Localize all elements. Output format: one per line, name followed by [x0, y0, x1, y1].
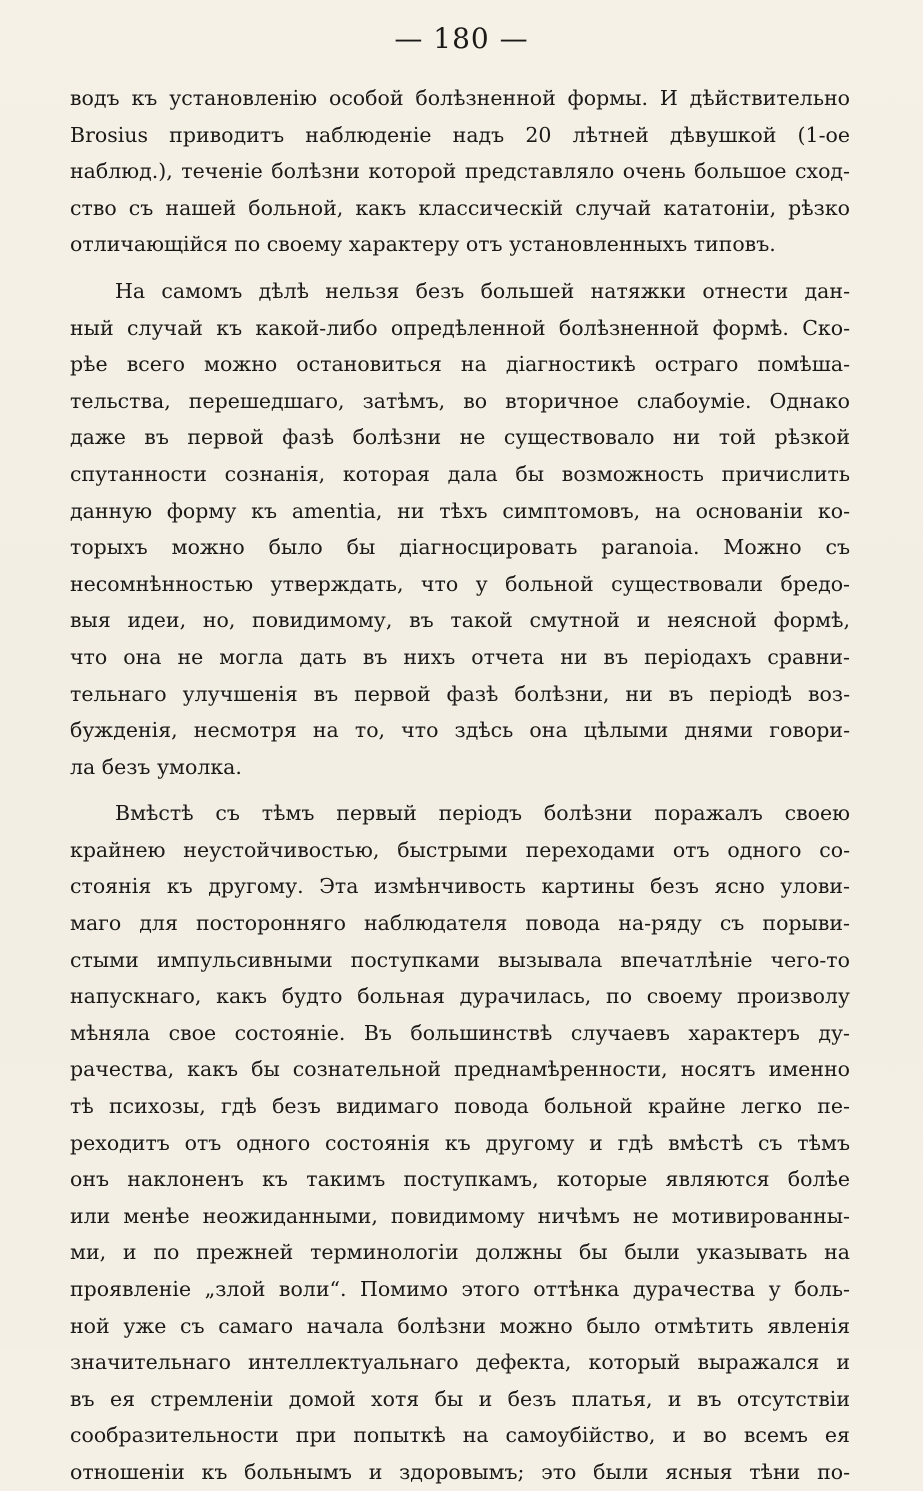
- text-line: сообразительности при попыткѣ на самоубійство, и во всемъ ея: [70, 1423, 850, 1448]
- text-line: онъ наклоненъ къ такимъ поступкамъ, которые являются болѣе: [70, 1167, 850, 1192]
- text-line: что она не могла дать въ нихъ отчета ни въ періодахъ сравни-: [70, 644, 850, 669]
- text-line: или менѣе неожиданными, повидимому ничѣмъ не мотивированны-: [70, 1203, 850, 1228]
- text-line: маго для посторонняго наблюдателя повода на-ряду съ порыви-: [70, 911, 850, 936]
- text-line: отличающійся по своему характеру отъ установленныхъ типовъ.: [70, 232, 776, 257]
- text-line: несомнѣнностью утверждать, что у больной существовали бредо-: [70, 571, 850, 596]
- text-line: стоянія къ другому. Эта измѣнчивость картины безъ ясно улови-: [70, 874, 850, 899]
- text-line: ла безъ умолка.: [70, 754, 242, 779]
- text-line: ной уже съ самаго начала болѣзни можно было отмѣтить явленія: [70, 1313, 850, 1338]
- text-line: мѣняла свое состояніе. Въ большинствѣ случаевъ характеръ ду-: [70, 1020, 850, 1045]
- text-line: реходитъ отъ одного состоянія къ другому и гдѣ вмѣстѣ съ тѣмъ: [70, 1130, 850, 1155]
- text-line: данную форму къ amentia, ни тѣхъ симптомовъ, на основаніи ко-: [70, 498, 850, 523]
- paragraph: [70, 795, 850, 1490]
- text-line: ство съ нашей больной, какъ классическій случай кататоніи, рѣзко: [70, 195, 850, 220]
- paragraph: [70, 80, 850, 263]
- text-line: водъ къ установленію особой болѣзненной формы. И дѣйствительно: [70, 86, 850, 110]
- text-line: ми, и по прежней терминологіи должны бы были указывать на: [70, 1240, 850, 1265]
- paragraph-gap: [70, 785, 850, 795]
- text-line: отношеніи къ больнымъ и здоровымъ; это были ясныя тѣни по-: [70, 1459, 850, 1484]
- text-line: крайнею неустойчивостью, быстрыми переходами отъ одного со-: [70, 837, 850, 862]
- text-line: На самомъ дѣлѣ нельзя безъ большей натяжки отнести дан-: [115, 278, 850, 303]
- text-line: проявленіе „злой воли“. Помимо этого оттѣнка дурачества у боль-: [70, 1277, 850, 1301]
- text-line: торыхъ можно было бы діагносцировать paranoia. Можно съ: [70, 535, 850, 560]
- text-line: тельнаго улучшенія въ первой фазѣ болѣзни, ни въ періодѣ воз-: [70, 681, 850, 706]
- text-line: напускнаго, какъ будто больная дурачилась, по своему произволу: [70, 984, 850, 1009]
- text-line: Brosius приводитъ наблюденіе надъ 20 лѣтней дѣвушкой (1-ое: [70, 122, 850, 147]
- text-line: спутанности сознанія, которая дала бы возможность причислить: [70, 461, 850, 486]
- text-line: рѣе всего можно остановиться на діагностикѣ остраго помѣша-: [70, 352, 850, 377]
- text-line: бужденія, несмотря на то, что здѣсь она цѣлыми днями говори-: [70, 718, 850, 743]
- text-line: стыми импульсивными поступками вызывала впечатлѣніе чего-то: [70, 947, 850, 972]
- text-line: ный случай къ какой-либо опредѣленной болѣзненной формѣ. Ско-: [70, 315, 850, 340]
- paragraph-gap: [70, 263, 850, 273]
- text-line: даже въ первой фазѣ болѣзни не существовало ни той рѣзкой: [70, 425, 850, 450]
- text-line: Вмѣстѣ съ тѣмъ первый періодъ болѣзни поражалъ своею: [115, 801, 850, 826]
- text-line: значительнаго интеллектуальнаго дефекта, который выражался и: [70, 1350, 850, 1375]
- text-line: выя идеи, но, повидимому, въ такой смутной и неясной формѣ,: [70, 608, 850, 633]
- text-line: наблюд.), теченіе болѣзни которой представляло очень большое сход-: [70, 159, 850, 184]
- body-text: [70, 80, 850, 1491]
- page-number: — 180 —: [394, 22, 529, 55]
- text-line: тельства, перешедшаго, затѣмъ, во вторичное слабоуміе. Однако: [70, 388, 850, 413]
- paragraph: [70, 273, 850, 785]
- text-line: рачества, какъ бы сознательной преднамѣренности, носятъ именно: [70, 1057, 850, 1082]
- text-line: въ ея стремленіи домой хотя бы и безъ платья, и въ отсутствіи: [70, 1386, 850, 1411]
- text-line: тѣ психозы, гдѣ безъ видимаго повода больной крайне легко пе-: [70, 1094, 850, 1119]
